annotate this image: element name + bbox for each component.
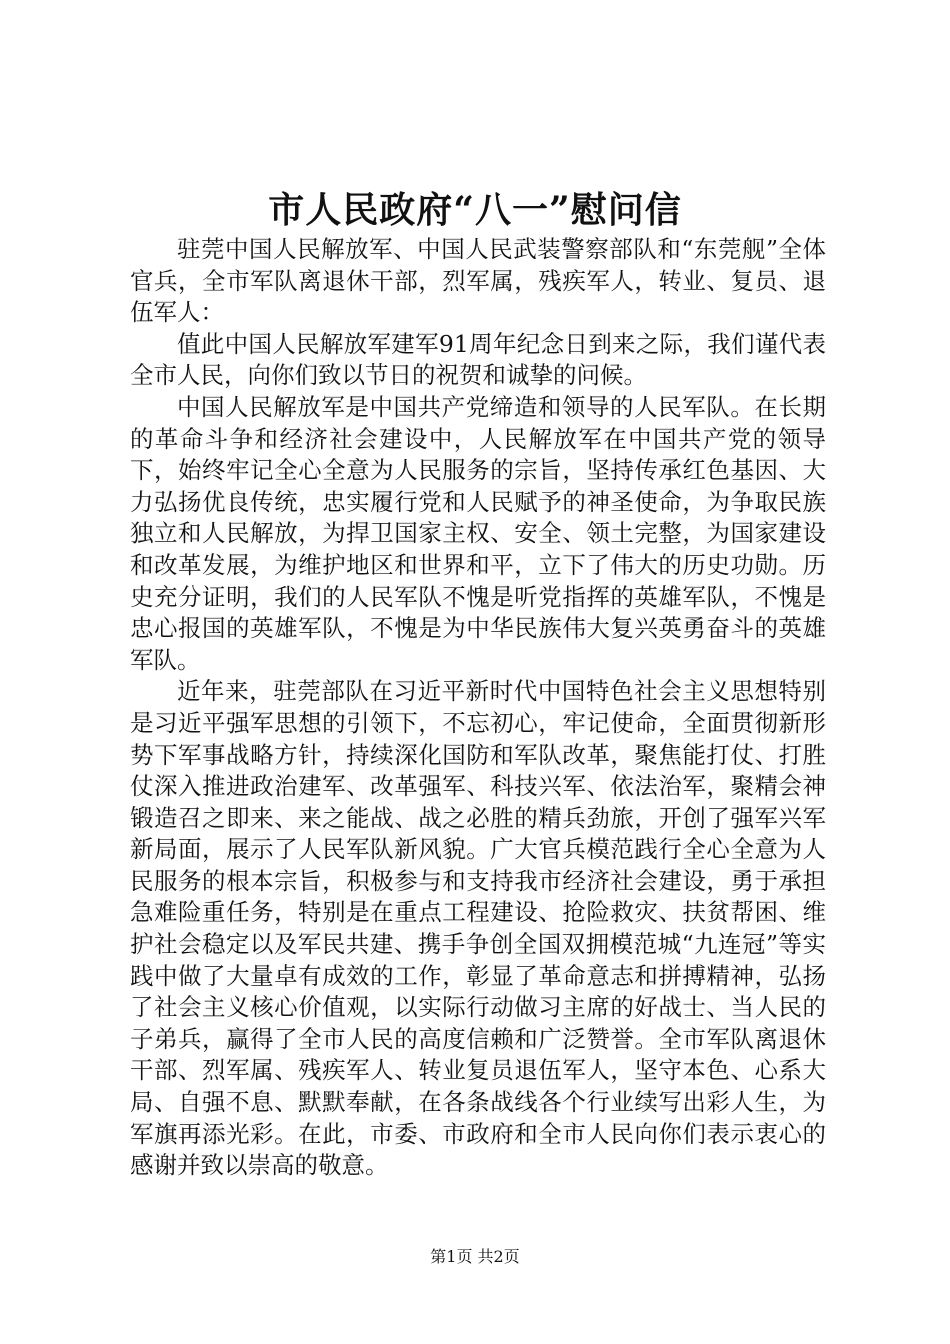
salutation-paragraph: 驻莞中国人民解放军、中国人民武装警察部队和“东莞舰”全体官兵，全市军队离退休干部，烈军属，残疾军人，转业、复员、退伍军人： [130, 235, 826, 327]
greeting-paragraph: 值此中国人民解放军建军91周年纪念日到来之际，我们谨代表全市人民，向你们致以节日的祝贺和诚挚的问候。 [130, 329, 826, 390]
achievements-paragraph: 近年来，驻莞部队在习近平新时代中国特色社会主义思想特别是习近平强军思想的引领下，不忘初心，牢记使命，全面贯彻新形势下军事战略方针，持续深化国防和军队改革，聚焦能打仗、打胜仗深入推进政治建军、改革强军、科技兴军、依法治军，聚精会神锻造召之即来、来之能战、战之必胜的精兵劲旅，开创了强军兴军新局面，展示了人民军队新风貌。广大官兵模范践行全心全意为人民服务的根本宗旨，积极参与和支持我市经济社会建设，勇于承担急难险重任务，特别是在重点工程建设、抢险救灾、扶贫帮困、维护社会稳定以及军民共建、携手争创全国双拥模范城“九连冠”等实践中做了大量卓有成效的工作，彰显了革命意志和拼搏精神，弘扬了社会主义核心价值观，以实际行动做习主席的好战士、当人民的子弟兵，赢得了全市人民的高度信赖和广泛赞誉。全市军队离退休干部、烈军属、残疾军人、转业复员退伍军人，坚守本色、心系大局、自强不息、默默奉献，在各条战线各个行业续写出彩人生，为军旗再添光彩。在此，市委、市政府和全市人民向你们表示衷心的感谢并致以崇高的敬意。 [130, 677, 826, 1180]
document-title: 市人民政府“八一”慰问信 [268, 189, 682, 231]
document-body [130, 234, 826, 1182]
history-paragraph: 中国人民解放军是中国共产党缔造和领导的人民军队。在长期的革命斗争和经济社会建设中，人民解放军在中国共产党的领导下，始终牢记全心全意为人民服务的宗旨，坚持传承红色基因、大力弘扬优良传统，忠实履行党和人民赋予的神圣使命，为争取民族独立和人民解放，为捍卫国家主权、安全、领土完整，为国家建设和改革发展，为维护地区和世界和平，立下了伟大的历史功勋。历史充分证明，我们的人民军队不愧是听党指挥的英雄军队，不愧是忠心报国的英雄军队，不愧是为中华民族伟大复兴英勇奋斗的英雄军队。 [130, 392, 826, 674]
page-footer: 第1页 共2页 [430, 1247, 520, 1266]
